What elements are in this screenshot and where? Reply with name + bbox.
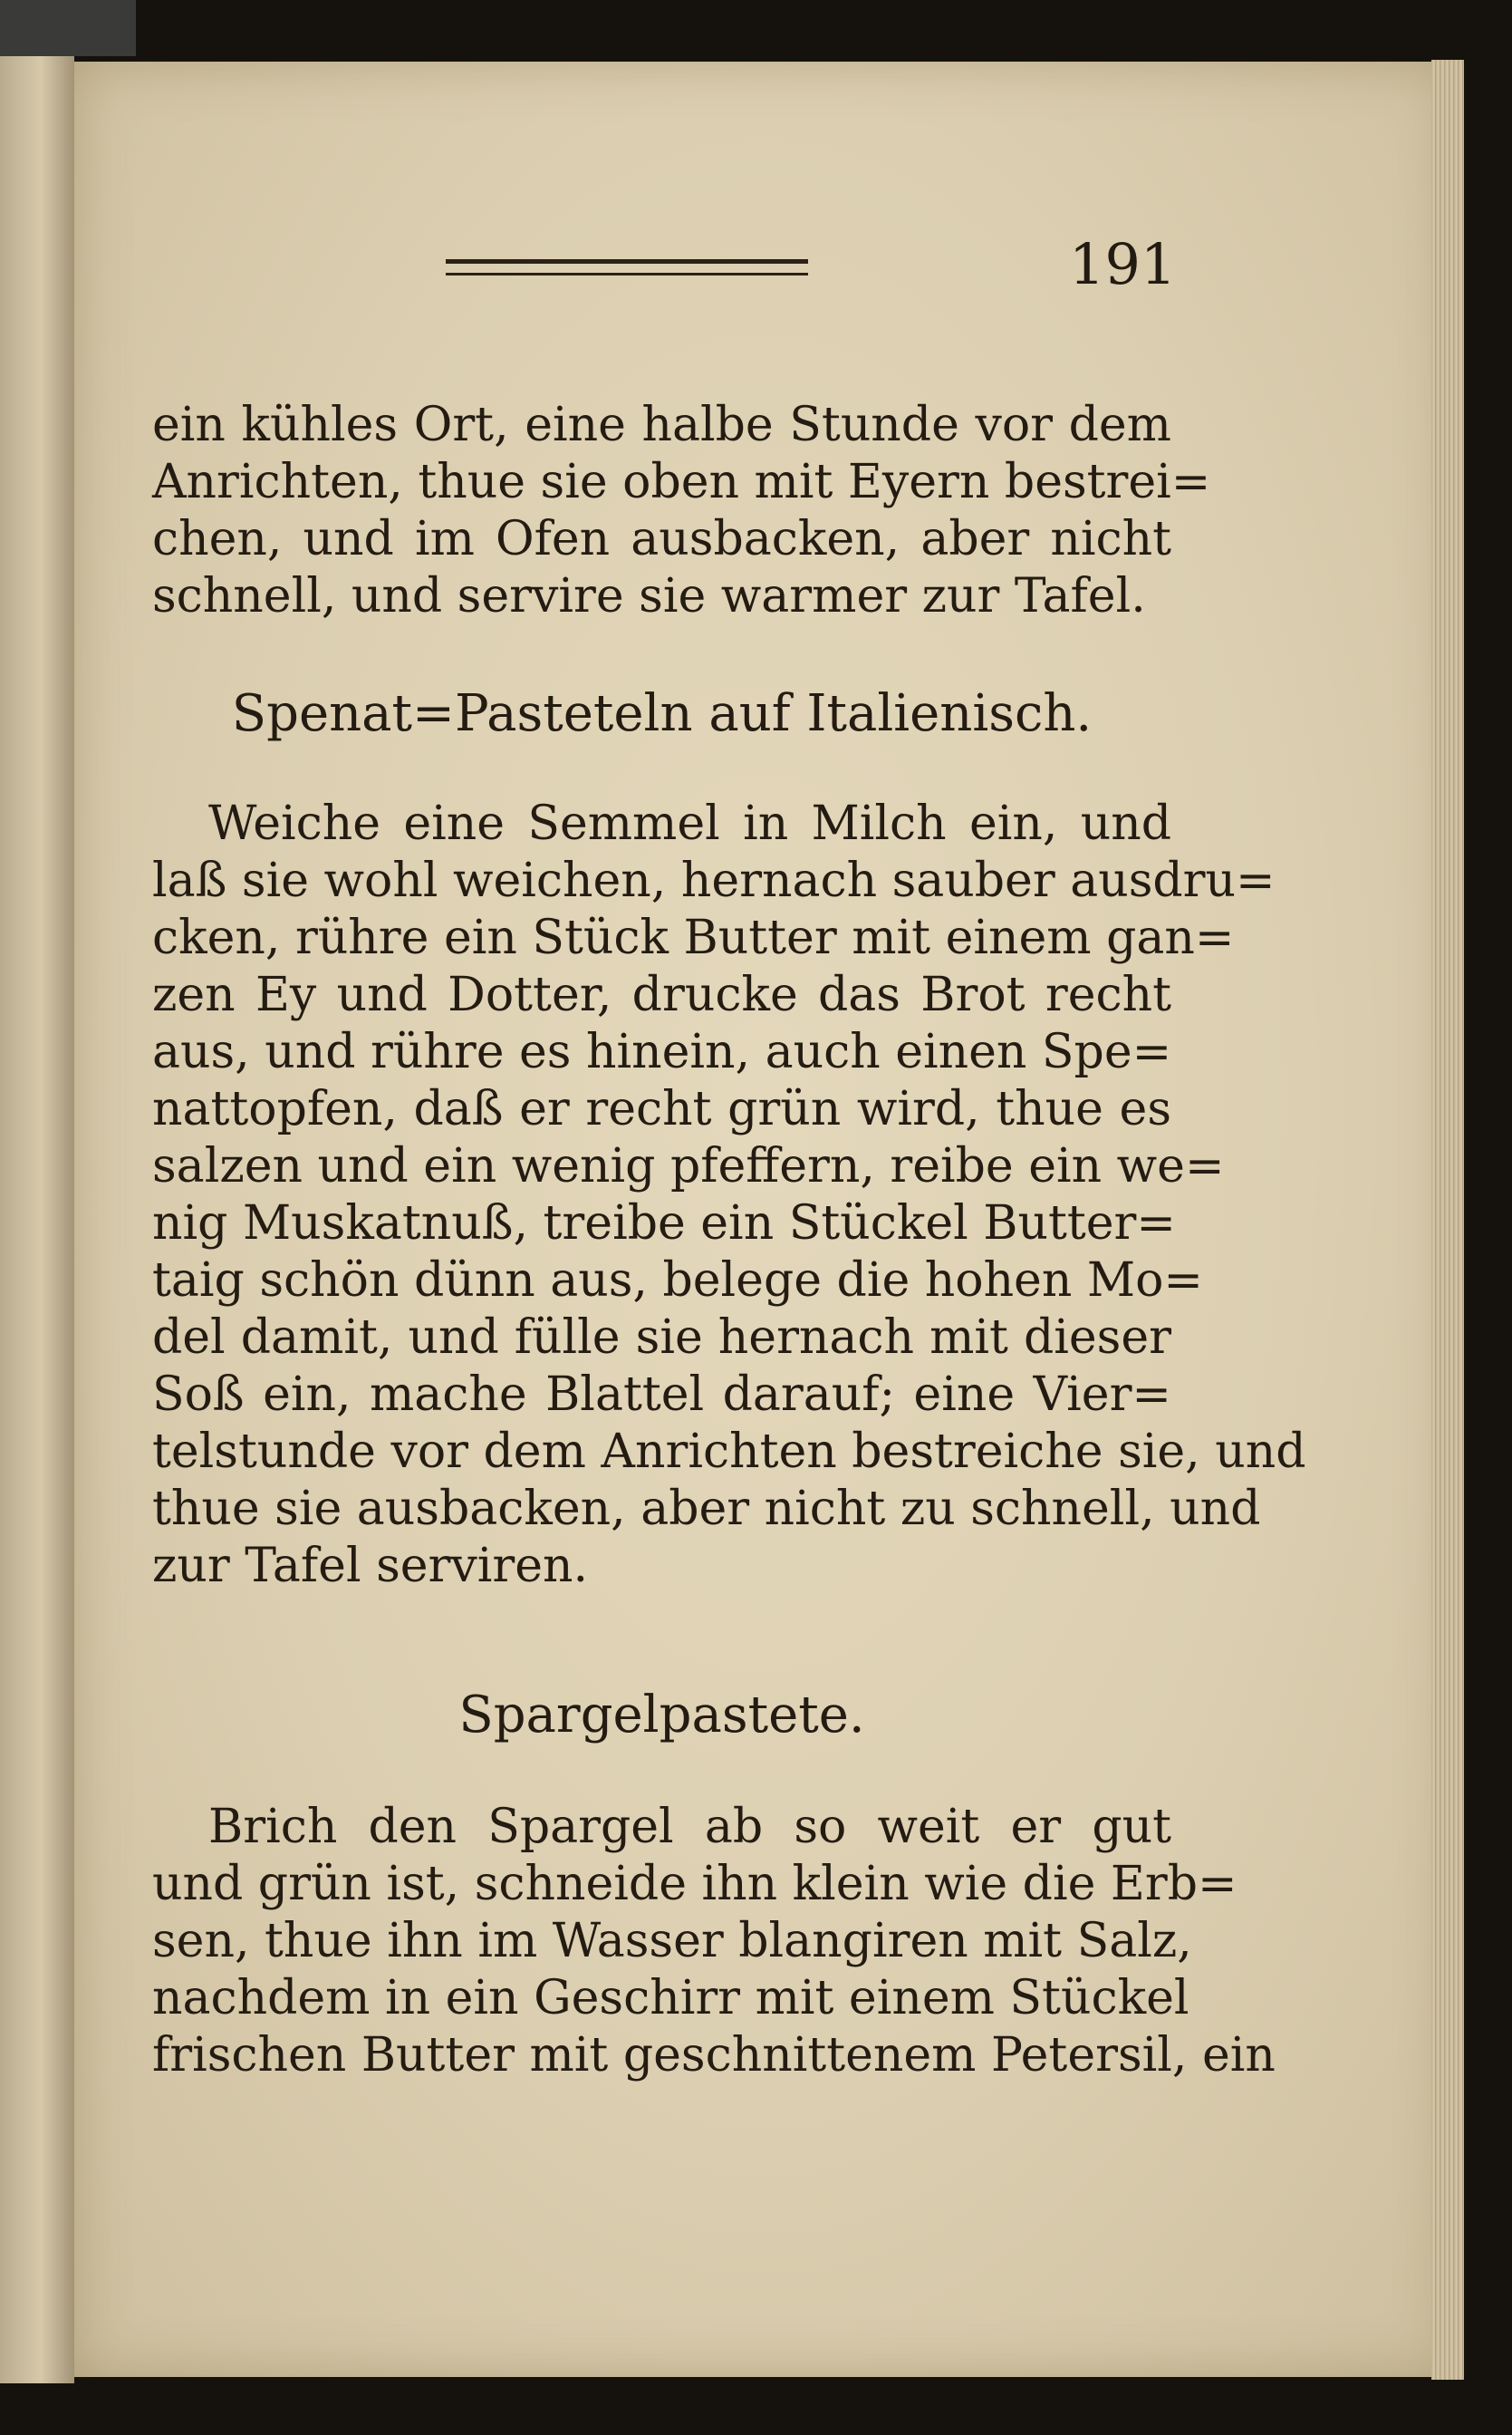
recipe-paragraph — [152, 1799, 1276, 2084]
binding-strip — [0, 0, 136, 56]
text-line: chen, und im Ofen ausbacken, aber nicht — [152, 512, 1171, 566]
text-line: del damit, und fülle sie hernach mit dieser — [152, 1310, 1171, 1365]
text-line: nachdem in ein Geschirr mit einem Stückel — [152, 1971, 1189, 2025]
text-line: thue sie ausbacken, aber nicht zu schnell, und — [152, 1482, 1261, 1536]
text-line: sen, thue ihn im Wasser blangiren mit Salz, — [152, 1914, 1192, 1968]
text-line: Weiche eine Semmel in Milch ein, und — [208, 797, 1171, 851]
text-line: frischen Butter mit geschnittenem Petersil, ein — [152, 2028, 1276, 2082]
section-heading: Spenat=Pasteteln auf Italienisch. — [231, 684, 1093, 743]
page-number: 191 — [1069, 231, 1177, 297]
text-line: salzen und ein wenig pfeffern, reibe ein we= — [152, 1139, 1225, 1193]
text-line: aus, und rühre es hinein, auch einen Spe= — [152, 1025, 1172, 1079]
continuation-paragraph — [152, 397, 1211, 625]
text-line: schnell, und servire sie warmer zur Tafel. — [152, 569, 1146, 623]
text-line: laß sie wohl weichen, hernach sauber ausdru= — [152, 854, 1276, 908]
text-line: Anrichten, thue sie oben mit Eyern bestrei= — [152, 455, 1211, 509]
text-line: zen Ey und Dotter, drucke das Brot recht — [152, 968, 1171, 1022]
text-line: ein kühles Ort, eine halbe Stunde vor dem — [152, 398, 1171, 452]
text-line: cken, rühre ein Stück Butter mit einem gan= — [152, 911, 1235, 965]
text-line: Soß ein, mache Blattel darauf; eine Vier= — [152, 1367, 1171, 1422]
text-line: nattopfen, daß er recht grün wird, thue es — [152, 1082, 1171, 1136]
left-page-edge — [0, 36, 74, 2383]
text-line: taig schön dünn aus, belege die hohen Mo= — [152, 1253, 1203, 1308]
section-heading: Spargelpastete. — [458, 1686, 865, 1744]
recipe-paragraph — [152, 796, 1306, 1595]
text-line: und grün ist, schneide ihn klein wie die Erb= — [152, 1857, 1238, 1911]
text-line: zur Tafel serviren. — [152, 1539, 589, 1593]
header-rule — [446, 259, 808, 275]
text-line: telstunde vor dem Anrichten bestreiche sie, und — [152, 1425, 1306, 1479]
text-line: nig Muskatnuß, treibe ein Stückel Butter= — [152, 1196, 1176, 1251]
text-line: Brich den Spargel ab so weit er gut — [208, 1800, 1171, 1854]
page-fore-edge — [1431, 60, 1464, 2380]
